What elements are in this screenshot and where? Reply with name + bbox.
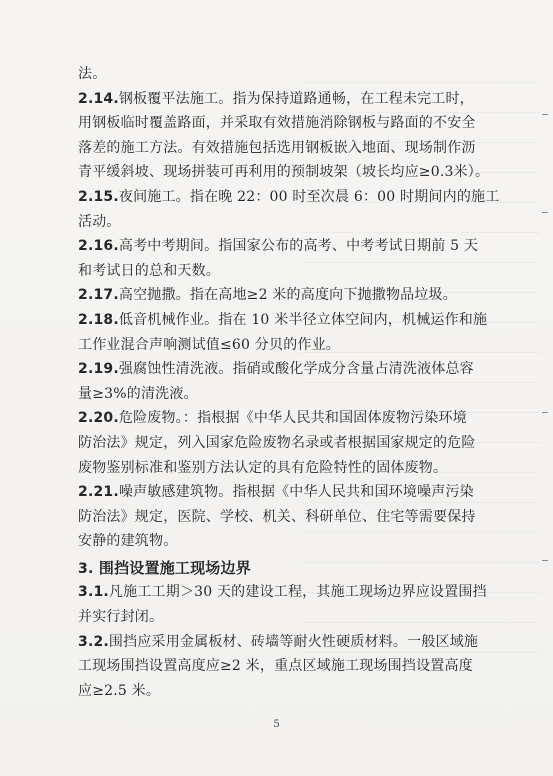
line-text: 钢板覆平法施工。指为保持道路通畅，在工程未完工时， — [118, 90, 474, 107]
line-text: 噪声敏感建筑物。指根据《中华人民共和国环境噪声污染 — [118, 484, 474, 501]
line-text: 法。 — [78, 66, 107, 82]
text-line — [78, 605, 478, 630]
line-text: 危险废物。：指根据《中华人民共和国固体废物污染环境 — [118, 410, 467, 427]
clause-number: 2.15. — [78, 188, 119, 205]
clause-number: 2.20. — [78, 410, 119, 427]
text-line — [78, 630, 478, 655]
text-line — [78, 333, 478, 358]
line-text: 围挡应采用金属板材、砖墙等耐火性硬质材料。一般区域施 — [108, 633, 479, 650]
text-line — [78, 529, 478, 554]
line-text: 强腐蚀性清洗液。指硝或酸化学成分含量占清洗液体总容 — [118, 361, 474, 378]
line-text: 安静的建筑物。 — [78, 533, 178, 550]
text-line — [78, 210, 478, 235]
text-line — [78, 136, 478, 161]
text-line — [78, 382, 478, 407]
text-line — [78, 654, 478, 679]
clause-number: 2.18. — [78, 311, 119, 328]
clause-number: 2.16. — [78, 238, 119, 255]
line-text: 高考中考期间。指国家公布的高考、中考考试日期前 5 天 — [118, 238, 479, 255]
clause-number: 3.1. — [78, 584, 109, 601]
line-text: 围挡设置施工现场边界 — [98, 558, 251, 577]
margin-tick — [542, 560, 548, 561]
text-line — [78, 185, 500, 210]
line-text: 防治法》规定，列入国家危险废物名录或者根据国家规定的危险 — [78, 434, 476, 451]
text-line — [78, 357, 478, 382]
line-text: 工现场围挡设置高度应≥2 米，重点区域施工现场围挡设置高度 — [78, 658, 473, 675]
clause-number: 2.14. — [78, 90, 119, 107]
section-heading — [78, 556, 478, 581]
clause-number: 2.21. — [78, 484, 119, 501]
text-line — [78, 87, 478, 112]
margin-tick — [542, 412, 548, 413]
text-line — [78, 580, 487, 605]
line-text: 活动。 — [78, 213, 121, 230]
text-line — [78, 62, 478, 87]
text-line — [78, 283, 478, 308]
line-text: 工作业混合声响测试值≤60 分贝的作业。 — [78, 336, 340, 353]
clause-number: 3.2. — [78, 633, 109, 650]
line-text: 并实行封闭。 — [78, 609, 164, 626]
text-line — [78, 259, 478, 284]
line-text: 高空抛撒。指在高地≥2 米的高度向下抛撒物品垃圾。 — [118, 287, 457, 304]
clause-number: 2.19. — [78, 361, 119, 378]
line-text: 青平缓斜坡、现场拼装可再利用的预制坡架（坡长均应≥0.3米）。 — [78, 164, 490, 181]
text-line — [78, 431, 478, 456]
text-line — [78, 160, 490, 185]
text-line — [78, 111, 478, 136]
text-line — [78, 308, 488, 333]
clause-number: 2.17. — [78, 287, 119, 304]
page-number: 5 — [273, 719, 280, 730]
text-line — [78, 480, 478, 505]
margin-tick — [542, 114, 548, 115]
line-text: 和考试日的总和天数。 — [78, 262, 220, 279]
clause-number: 3. — [78, 560, 94, 577]
text-line — [78, 406, 478, 431]
line-text: 应≥2.5 米。 — [78, 682, 161, 699]
document-body — [78, 62, 500, 703]
margin-tick — [542, 212, 548, 213]
line-text: 夜间施工。指在晚 22：00 时至次晨 6：00 时期间内的施工 — [118, 188, 500, 205]
text-line — [78, 679, 478, 704]
line-text: 量≥3%的清洗液。 — [78, 385, 198, 402]
line-text: 低音机械作业。指在 10 米半径立体空间内，机械运作和施 — [118, 311, 488, 328]
line-text: 用钢板临时覆盖路面，并采取有效措施消除钢板与路面的不安全 — [78, 115, 476, 132]
text-line — [78, 456, 478, 481]
line-text: 凡施工工期＞30 天的建设工程，其施工现场边界应设置围挡 — [108, 584, 487, 601]
line-text: 废物鉴别标准和鉴别方法认定的具有危险特性的固体废物。 — [78, 459, 448, 476]
text-line — [78, 505, 478, 530]
line-text: 落差的施工方法。有效措施包括选用钢板嵌入地面、现场制作沥 — [78, 139, 476, 156]
line-text: 防治法》规定，医院、学校、机关、科研单位、住宅等需要保持 — [78, 508, 476, 525]
text-line — [78, 234, 478, 259]
